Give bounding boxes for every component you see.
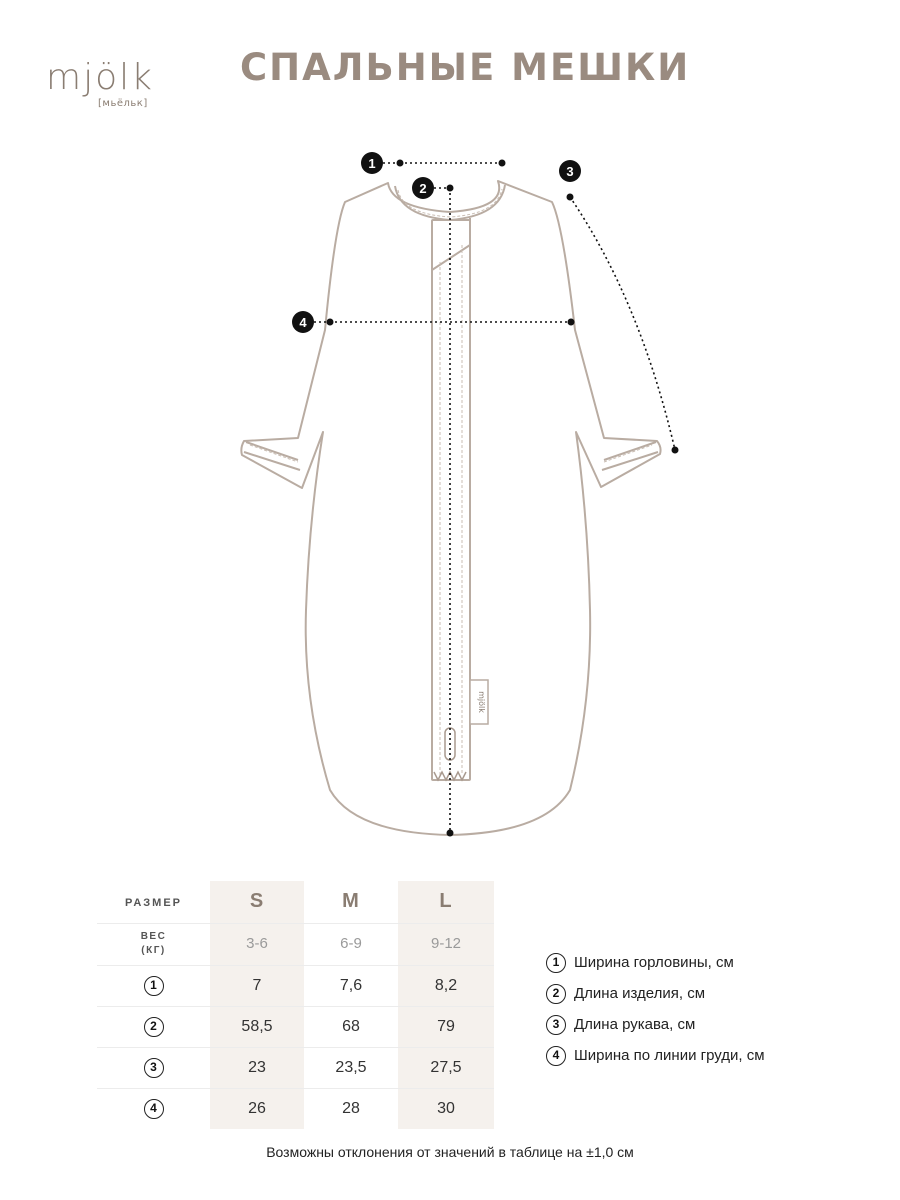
table-cell: 30	[398, 1088, 494, 1129]
sleeping-bag-diagram	[0, 130, 900, 850]
size-table	[97, 881, 494, 1129]
size-header-label: РАЗМЕР	[124, 896, 183, 909]
legend-badge: 1	[546, 953, 566, 973]
marker-2	[412, 177, 448, 199]
table-cell: 58,5	[210, 1006, 304, 1047]
marker-1-label: 1	[368, 156, 376, 171]
table-cell: 28	[342, 1099, 360, 1117]
table-row	[97, 1006, 494, 1047]
right-cuff	[602, 442, 658, 470]
legend-text: Длина изделия, см	[574, 985, 706, 1002]
table-cell: 68	[304, 1006, 398, 1047]
table-row	[97, 1088, 494, 1129]
row-badge: 2	[144, 1017, 164, 1037]
table-cell: 8,2	[398, 965, 494, 1006]
brand-subname: [мьёльк]	[98, 98, 148, 109]
table-cell: 7,6	[304, 965, 398, 1006]
placket	[432, 218, 470, 270]
marker-4-label: 4	[299, 315, 307, 330]
legend-item	[546, 947, 765, 978]
size-header-row	[97, 881, 494, 923]
legend-text: Ширина горловины, см	[574, 954, 734, 971]
table-cell: 27,5	[398, 1047, 494, 1088]
size-s: S	[249, 890, 265, 913]
row-badge: 4	[144, 1099, 164, 1119]
weight-m: 6-9	[340, 935, 362, 952]
marker-3	[559, 160, 581, 182]
weight-row	[97, 923, 494, 965]
weight-s: 3-6	[246, 935, 268, 952]
weight-l: 9-12	[430, 935, 462, 952]
zipper-tag-text: mjölk	[477, 691, 486, 713]
marker-3-label: 3	[566, 164, 574, 179]
row-badge: 3	[144, 1058, 164, 1078]
table-cell: 7	[210, 965, 304, 1006]
page-title: СПАЛЬНЫЕ МЕШКИ	[240, 46, 691, 89]
legend-badge: 4	[546, 1046, 566, 1066]
marker-2-label: 2	[419, 181, 427, 196]
table-cell: 26	[210, 1088, 304, 1129]
measurement-legend	[546, 947, 765, 1071]
brand-name: mjölk	[46, 57, 154, 98]
garment-outline	[241, 181, 660, 835]
tolerance-note: Возможны отклонения от значений в таблице на ±1,0 см	[266, 1144, 634, 1160]
weight-header: ВЕС	[140, 931, 167, 942]
weight-unit: (КГ)	[141, 945, 166, 956]
legend-item	[546, 1040, 765, 1071]
table-cell: 23	[210, 1047, 304, 1088]
table-row	[97, 1047, 494, 1088]
table-cell: 23,5	[304, 1047, 398, 1088]
legend-badge: 3	[546, 1015, 566, 1035]
legend-item	[546, 1009, 765, 1040]
size-m: M	[342, 890, 360, 913]
table-cell: 79	[398, 1006, 494, 1047]
brand-logo	[46, 57, 166, 109]
size-l: L	[439, 890, 453, 913]
table-row	[97, 965, 494, 1006]
legend-item	[546, 978, 765, 1009]
sleeve-length-line	[570, 197, 675, 450]
marker-1	[361, 152, 398, 174]
zipper-strip	[432, 220, 470, 780]
legend-text: Ширина по линии груди, см	[574, 1047, 765, 1064]
zipper-tag	[470, 680, 488, 724]
row-badge: 1	[144, 976, 164, 996]
legend-text: Длина рукава, см	[574, 1016, 696, 1033]
legend-badge: 2	[546, 984, 566, 1004]
